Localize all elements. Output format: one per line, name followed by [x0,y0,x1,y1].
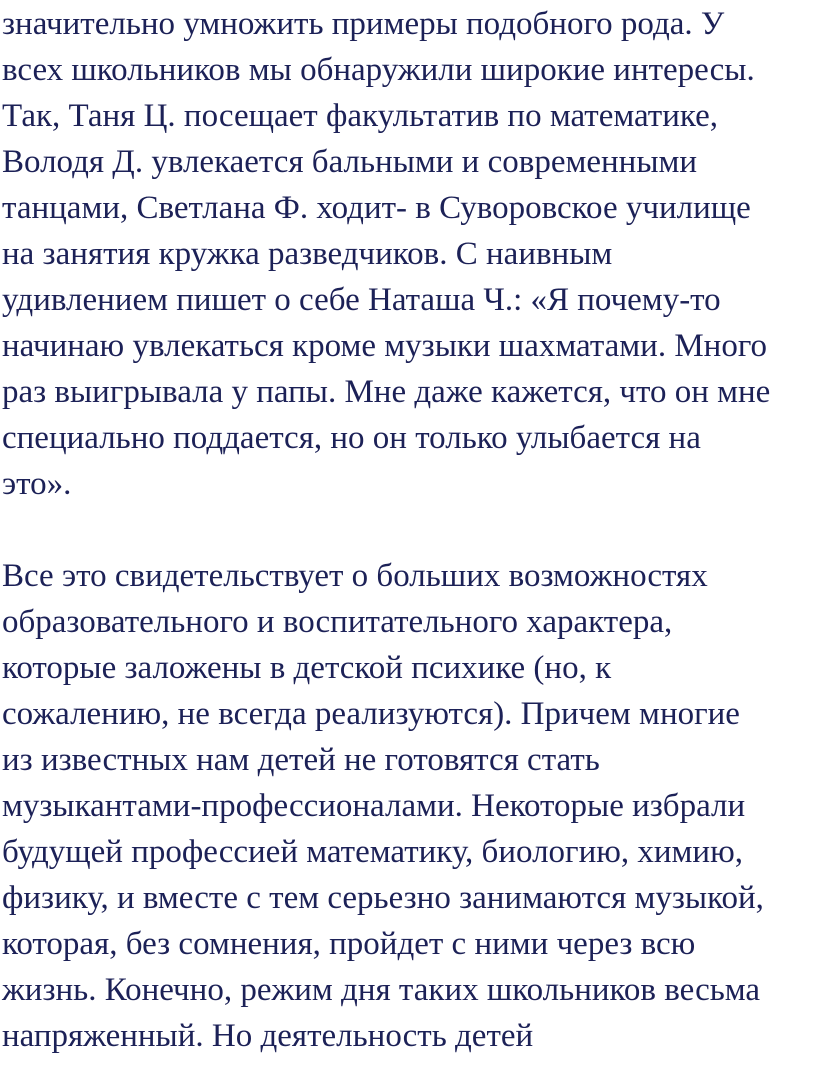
text-line: жизнь. Конечно, режим дня таких школьников весьма [2,972,761,1008]
text-line: напряженный. Но деятельность детей [2,1018,534,1054]
text-line: значительно умножить примеры подобного рода. У [2,6,725,42]
text-line: специально поддается, но он только улыбается на [2,420,701,456]
text-line: Так, Таня Ц. посещает факультатив по математике, [2,98,718,134]
text-line: музыкантами-профессионалами. Некоторые избрали [2,788,746,824]
text-line: на занятия кружка разведчиков. С наивным [2,236,613,272]
text-line: физику, и вместе с тем серьезно занимаются музыкой, [2,880,764,916]
text-line: всех школьников мы обнаружили широкие интересы. [2,52,755,88]
text-line: которые заложены в детской психике (но, к [2,650,612,686]
text-line: Все это свидетельствует о больших возможностях [2,558,708,594]
text-line: это». [2,466,72,502]
text-line: раз выигрывала у папы. Мне даже кажется, что он мне [2,374,771,410]
text-line: которая, без сомнения, пройдет с ними через всю [2,926,696,962]
text-line: образовательного и воспитательного характера, [2,604,673,640]
text-line: удивлением пишет о себе Наташа Ч.: «Я почему-то [2,282,721,318]
text-line: танцами, Светлана Ф. ходит- в Суворовское училище [2,190,751,226]
text-line: начинаю увлекаться кроме музыки шахматами. Много [2,328,768,364]
text-line: сожалению, не всегда реализуются). Причем многие [2,696,740,732]
text-line: будущей профессией математику, биологию, химию, [2,834,743,870]
text-line: из известных нам детей не готовятся стать [2,742,600,778]
text-line: Володя Д. увлекается бальными и современными [2,144,698,180]
